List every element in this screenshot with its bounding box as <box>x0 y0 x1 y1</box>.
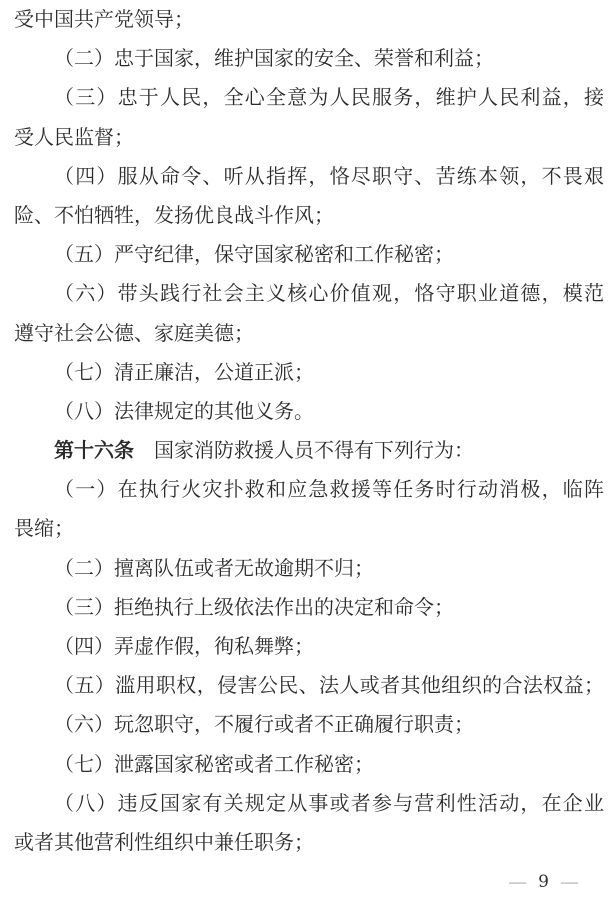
text-line: 或者其他营利性组织中兼任职务； <box>14 831 314 854</box>
text-line: （四）弄虚作假，徇私舞弊； <box>54 636 314 658</box>
text-line: （二）忠于国家，维护国家的安全、荣誉和利益； <box>54 48 494 71</box>
text-line: 受人民监督； <box>14 126 134 149</box>
page-footer <box>497 869 590 895</box>
text-line: 畏缩； <box>14 518 74 541</box>
text-line: （五）严守纪律，保守国家秘密和工作秘密； <box>54 244 454 267</box>
text-line: （七）清正廉洁，公道正派； <box>54 361 314 384</box>
text-line: 受中国共产党领导； <box>14 9 194 31</box>
text-line: （三）忠于人民，全心全意为人民服务，维护人民利益，接 <box>54 87 604 110</box>
text-line: 第十六条 国家消防救援人员不得有下列行为： <box>54 440 474 463</box>
page-number: 9 <box>538 872 549 892</box>
article-number: 第十六条 <box>54 440 134 463</box>
text-line: 险、不怕牺牲，发扬优良战斗作风； <box>14 204 334 227</box>
text-line: （八）法律规定的其他义务。 <box>54 400 314 423</box>
text-line: （四）服从命令、听从指挥，恪尽职守、苦练本领，不畏艰 <box>54 165 604 188</box>
text-line: （六）玩忽职守，不履行或者不正确履行职责； <box>54 714 474 737</box>
text-line: 遵守社会公德、家庭美德； <box>14 322 254 345</box>
footer-dash-right: — <box>561 872 578 891</box>
footer-dash-left: — <box>509 872 527 891</box>
text-line: （七）泄露国家秘密或者工作秘密； <box>54 753 374 776</box>
text-line: （六）带头践行社会主义核心价值观，恪守职业道德，模范 <box>54 283 604 306</box>
text-line: （八）违反国家有关规定从事或者参与营利性活动，在企业 <box>54 792 604 815</box>
text-line: （五）滥用职权，侵害公民、法人或者其他组织的合法权益； <box>54 675 604 698</box>
text-line: （三）拒绝执行上级依法作出的决定和命令； <box>54 596 454 619</box>
document-body <box>14 1 604 863</box>
text-line: （一）在执行火灾扑救和应急救援等任务时行动消极，临阵 <box>54 479 604 502</box>
text-line: （二）擅离队伍或者无故逾期不归； <box>54 557 374 580</box>
